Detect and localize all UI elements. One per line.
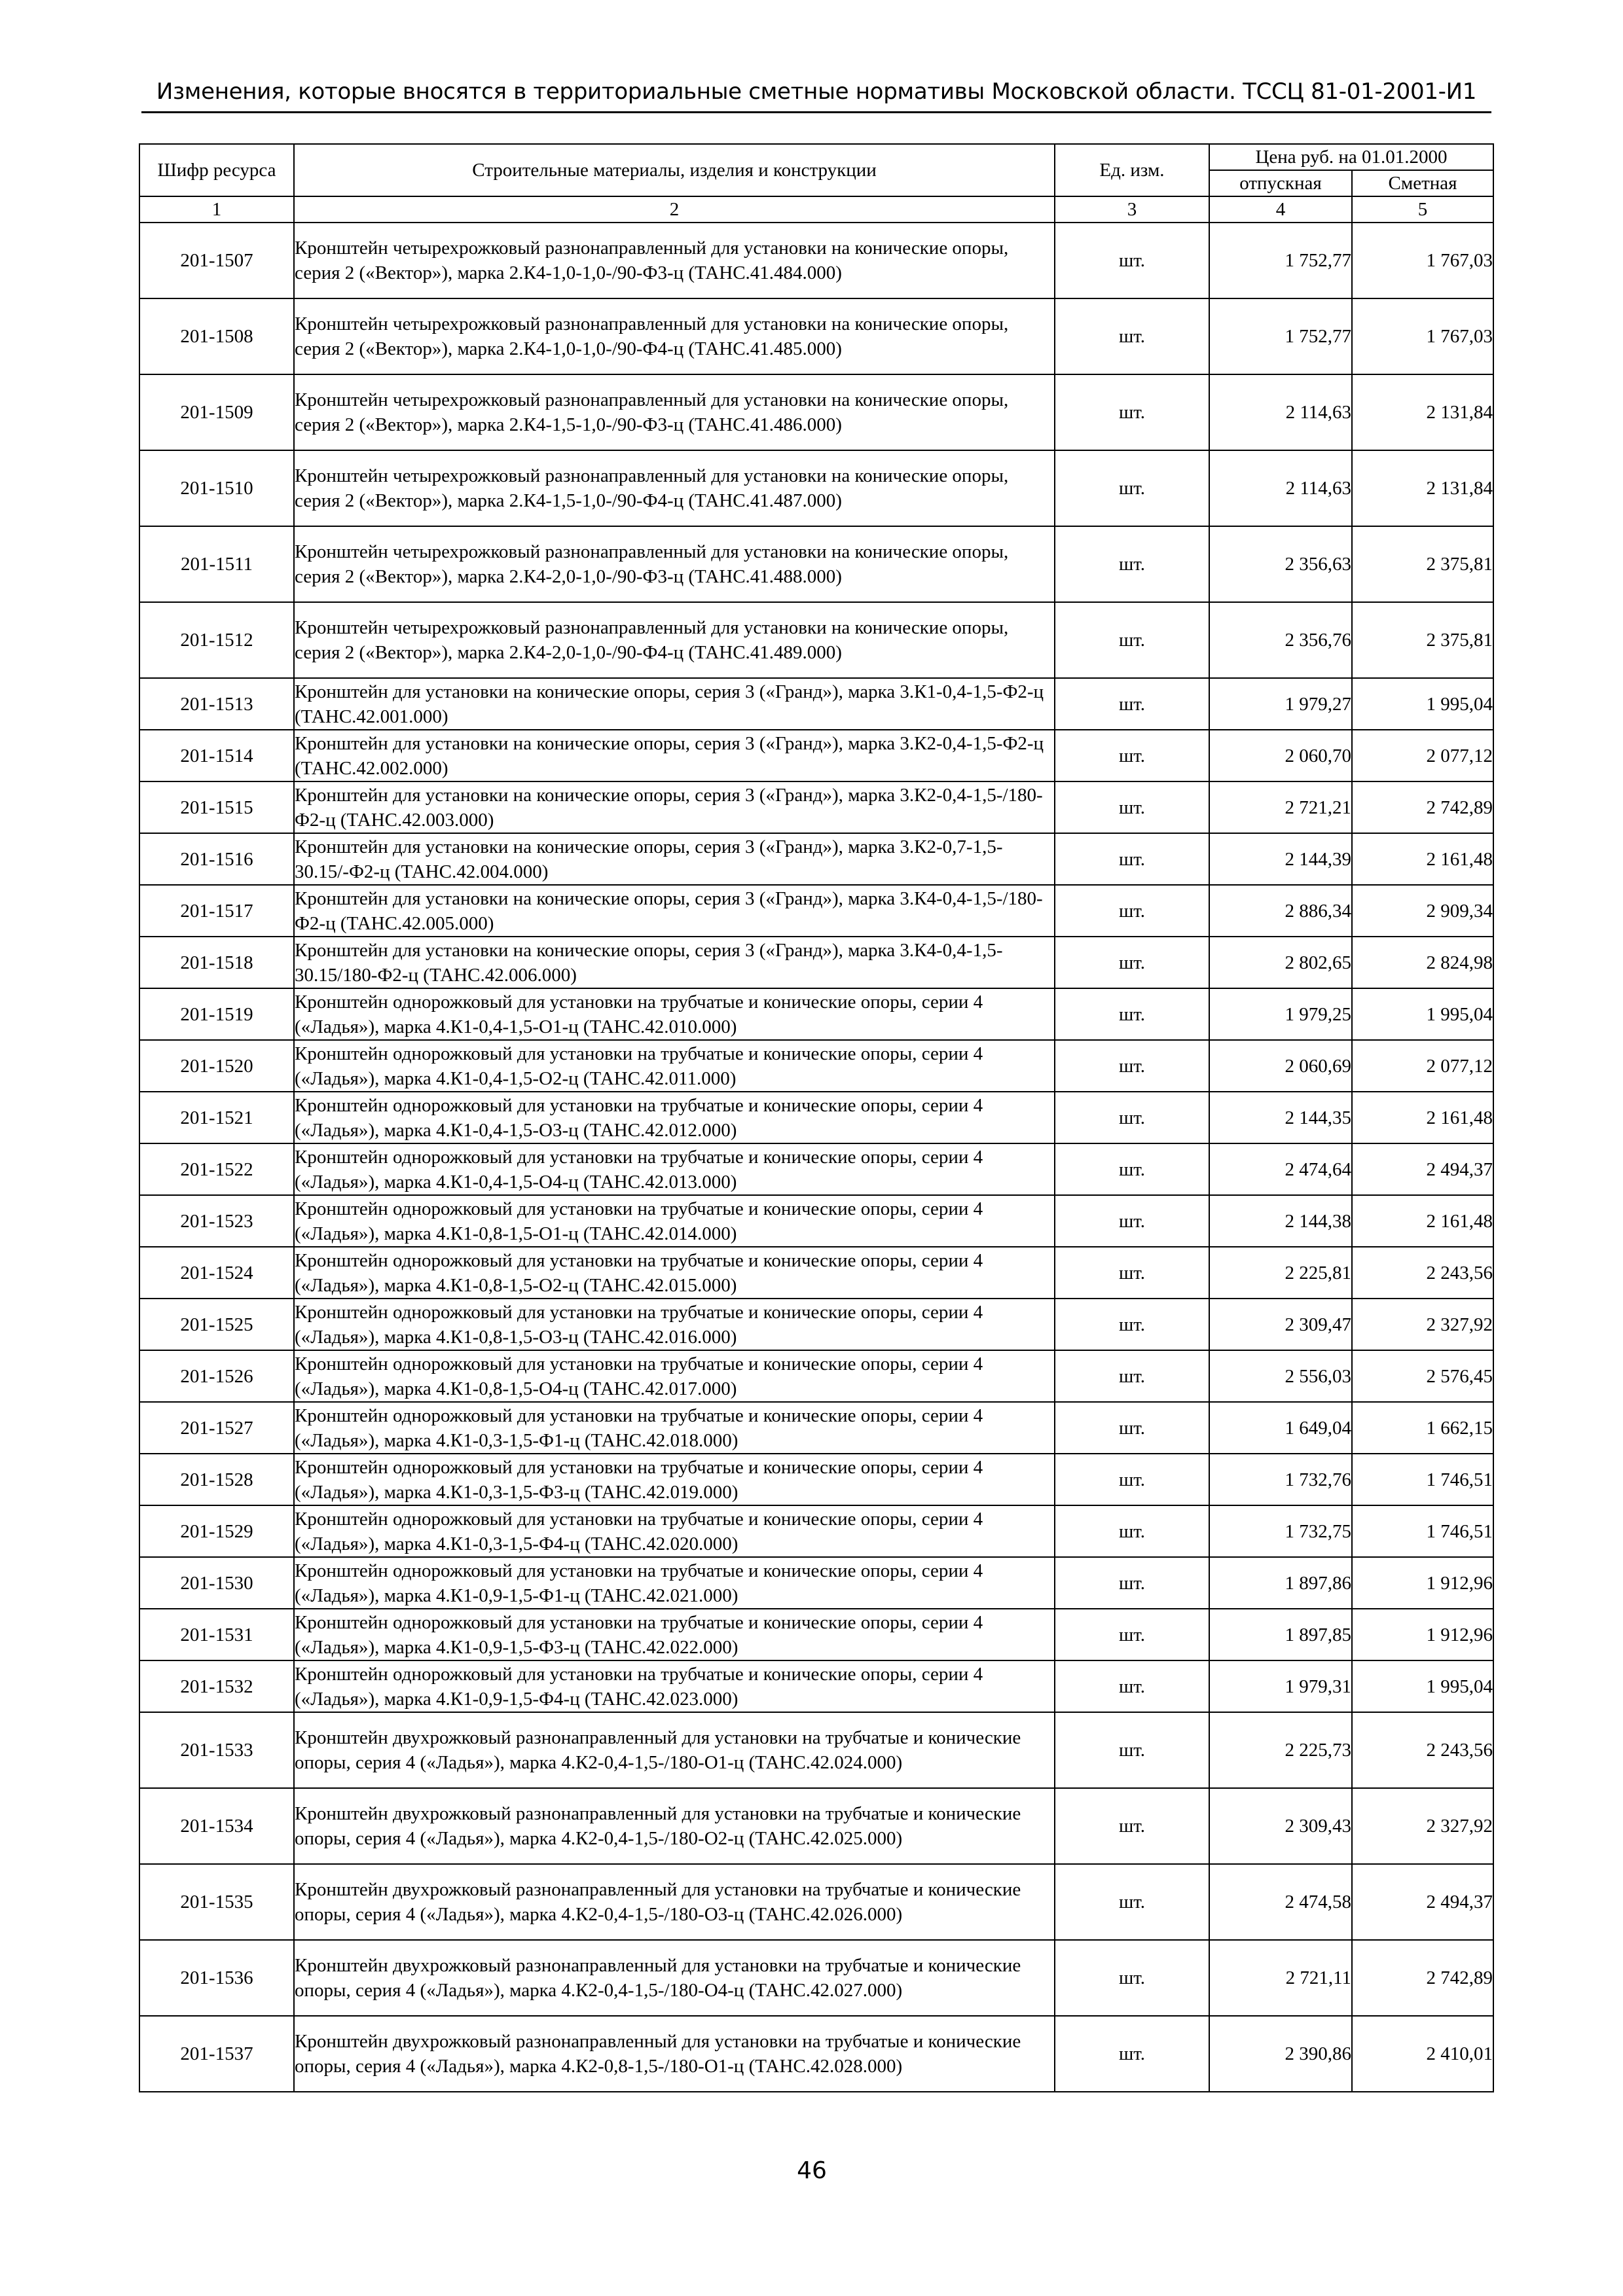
price-estimate: 1 912,96 bbox=[1352, 1557, 1493, 1609]
resource-name: Кронштейн однорожковый для установки на трубчатые и конические опоры, серии 4 («Ладья»), марка 4.К1-0,8-1,5-О3-ц (ТАНС.42.016.000) bbox=[294, 1299, 1055, 1350]
resource-name: Кронштейн однорожковый для установки на трубчатые и конические опоры, серии 4 («Ладья»), марка 4.К1-0,3-1,5-Ф1-ц (ТАНС.42.018.000) bbox=[294, 1402, 1055, 1454]
resource-code: 201-1515 bbox=[139, 781, 294, 833]
resource-unit: шт. bbox=[1055, 1299, 1209, 1350]
column-header-price-estimate: Сметная bbox=[1352, 170, 1493, 196]
resource-code: 201-1520 bbox=[139, 1040, 294, 1092]
resource-unit: шт. bbox=[1055, 526, 1209, 602]
price-release: 2 225,73 bbox=[1209, 1712, 1352, 1788]
table-row bbox=[139, 1350, 1493, 1402]
resource-name: Кронштейн для установки на конические опоры, серия 3 («Гранд»), марка 3.К4-0,4-1,5-/180-Ф2-ц (ТАНС.42.005.000) bbox=[294, 885, 1055, 937]
price-release: 2 721,21 bbox=[1209, 781, 1352, 833]
table-row bbox=[139, 374, 1493, 450]
resource-name: Кронштейн для установки на конические опоры, серия 3 («Гранд»), марка 3.К1-0,4-1,5-Ф2-ц (ТАНС.42.001.000) bbox=[294, 678, 1055, 730]
resource-unit: шт. bbox=[1055, 1402, 1209, 1454]
price-estimate: 1 995,04 bbox=[1352, 1660, 1493, 1712]
resource-name: Кронштейн для установки на конические опоры, серия 3 («Гранд»), марка 3.К4-0,4-1,5-30.15/180-Ф2-ц (ТАНС.42.006.000) bbox=[294, 937, 1055, 988]
resource-code: 201-1509 bbox=[139, 374, 294, 450]
resource-code: 201-1508 bbox=[139, 298, 294, 374]
column-number: 4 bbox=[1209, 196, 1352, 223]
resource-unit: шт. bbox=[1055, 1660, 1209, 1712]
column-header-unit: Ед. изм. bbox=[1055, 144, 1209, 196]
column-header-price: Цена руб. на 01.01.2000 bbox=[1209, 144, 1493, 170]
price-release: 1 649,04 bbox=[1209, 1402, 1352, 1454]
price-release: 2 802,65 bbox=[1209, 937, 1352, 988]
price-estimate: 2 909,34 bbox=[1352, 885, 1493, 937]
table-row bbox=[139, 1788, 1493, 1864]
price-estimate: 1 995,04 bbox=[1352, 988, 1493, 1040]
price-release: 2 309,47 bbox=[1209, 1299, 1352, 1350]
price-estimate: 2 161,48 bbox=[1352, 833, 1493, 885]
price-estimate: 2 077,12 bbox=[1352, 1040, 1493, 1092]
table-row bbox=[139, 1299, 1493, 1350]
price-release: 2 144,38 bbox=[1209, 1195, 1352, 1247]
price-release: 1 897,86 bbox=[1209, 1557, 1352, 1609]
resource-unit: шт. bbox=[1055, 602, 1209, 678]
table-row bbox=[139, 781, 1493, 833]
table-row bbox=[139, 1195, 1493, 1247]
table-row bbox=[139, 1092, 1493, 1143]
table-row bbox=[139, 1940, 1493, 2016]
price-release: 2 886,34 bbox=[1209, 885, 1352, 937]
resource-code: 201-1516 bbox=[139, 833, 294, 885]
resource-unit: шт. bbox=[1055, 1195, 1209, 1247]
resource-unit: шт. bbox=[1055, 1712, 1209, 1788]
resource-unit: шт. bbox=[1055, 1940, 1209, 2016]
price-estimate: 2 742,89 bbox=[1352, 781, 1493, 833]
price-estimate: 1 767,03 bbox=[1352, 223, 1493, 298]
resource-unit: шт. bbox=[1055, 1864, 1209, 1940]
price-release: 1 897,85 bbox=[1209, 1609, 1352, 1660]
resource-name: Кронштейн однорожковый для установки на трубчатые и конические опоры, серии 4 («Ладья»), марка 4.К1-0,8-1,5-О1-ц (ТАНС.42.014.000) bbox=[294, 1195, 1055, 1247]
price-release: 2 114,63 bbox=[1209, 450, 1352, 526]
column-number: 3 bbox=[1055, 196, 1209, 223]
resource-name: Кронштейн четырехрожковый разнонаправленный для установки на конические опоры, серия 2 («Вектор»), марка 2.К4-1,0-1,0-/90-Ф4-ц (ТАНС.41.485.000) bbox=[294, 298, 1055, 374]
column-header-code: Шифр ресурса bbox=[139, 144, 294, 196]
resource-code: 201-1513 bbox=[139, 678, 294, 730]
price-estimate: 1 767,03 bbox=[1352, 298, 1493, 374]
table-row bbox=[139, 937, 1493, 988]
price-release: 2 060,70 bbox=[1209, 730, 1352, 781]
resource-unit: шт. bbox=[1055, 1609, 1209, 1660]
resource-code: 201-1533 bbox=[139, 1712, 294, 1788]
resource-code: 201-1519 bbox=[139, 988, 294, 1040]
table-row bbox=[139, 833, 1493, 885]
table-row bbox=[139, 298, 1493, 374]
resource-code: 201-1523 bbox=[139, 1195, 294, 1247]
table-row bbox=[139, 678, 1493, 730]
resource-unit: шт. bbox=[1055, 988, 1209, 1040]
table-row bbox=[139, 1247, 1493, 1299]
table-row bbox=[139, 1143, 1493, 1195]
price-release: 1 732,75 bbox=[1209, 1505, 1352, 1557]
price-estimate: 1 746,51 bbox=[1352, 1505, 1493, 1557]
price-estimate: 2 494,37 bbox=[1352, 1864, 1493, 1940]
price-estimate: 2 375,81 bbox=[1352, 602, 1493, 678]
price-release: 2 309,43 bbox=[1209, 1788, 1352, 1864]
resource-code: 201-1518 bbox=[139, 937, 294, 988]
price-release: 2 144,39 bbox=[1209, 833, 1352, 885]
price-estimate: 2 327,92 bbox=[1352, 1788, 1493, 1864]
table-row bbox=[139, 1454, 1493, 1505]
resource-name: Кронштейн четырехрожковый разнонаправленный для установки на конические опоры, серия 2 («Вектор»), марка 2.К4-1,5-1,0-/90-Ф3-ц (ТАНС.41.486.000) bbox=[294, 374, 1055, 450]
table-row bbox=[139, 1712, 1493, 1788]
price-release: 2 390,86 bbox=[1209, 2016, 1352, 2092]
price-estimate: 2 243,56 bbox=[1352, 1712, 1493, 1788]
resource-code: 201-1527 bbox=[139, 1402, 294, 1454]
price-estimate: 2 824,98 bbox=[1352, 937, 1493, 988]
resource-unit: шт. bbox=[1055, 1557, 1209, 1609]
resource-name: Кронштейн четырехрожковый разнонаправленный для установки на конические опоры, серия 2 («Вектор»), марка 2.К4-1,0-1,0-/90-Ф3-ц (ТАНС.41.484.000) bbox=[294, 223, 1055, 298]
header-divider bbox=[141, 111, 1491, 113]
resource-name: Кронштейн однорожковый для установки на трубчатые и конические опоры, серии 4 («Ладья»), марка 4.К1-0,4-1,5-О1-ц (ТАНС.42.010.000) bbox=[294, 988, 1055, 1040]
resource-code: 201-1537 bbox=[139, 2016, 294, 2092]
resource-unit: шт. bbox=[1055, 450, 1209, 526]
resource-code: 201-1517 bbox=[139, 885, 294, 937]
price-estimate: 2 742,89 bbox=[1352, 1940, 1493, 2016]
price-estimate: 2 375,81 bbox=[1352, 526, 1493, 602]
table-row bbox=[139, 1040, 1493, 1092]
resource-code: 201-1514 bbox=[139, 730, 294, 781]
column-header-price-release: отпускная bbox=[1209, 170, 1352, 196]
resource-unit: шт. bbox=[1055, 1143, 1209, 1195]
price-estimate: 2 131,84 bbox=[1352, 450, 1493, 526]
price-estimate: 1 746,51 bbox=[1352, 1454, 1493, 1505]
resource-name: Кронштейн для установки на конические опоры, серия 3 («Гранд»), марка 3.К2-0,4-1,5-/180-Ф2-ц (ТАНС.42.003.000) bbox=[294, 781, 1055, 833]
resource-name: Кронштейн однорожковый для установки на трубчатые и конические опоры, серии 4 («Ладья»), марка 4.К1-0,8-1,5-О4-ц (ТАНС.42.017.000) bbox=[294, 1350, 1055, 1402]
resource-unit: шт. bbox=[1055, 1454, 1209, 1505]
price-estimate: 1 662,15 bbox=[1352, 1402, 1493, 1454]
table-row bbox=[139, 1557, 1493, 1609]
resource-name: Кронштейн четырехрожковый разнонаправленный для установки на конические опоры, серия 2 («Вектор»), марка 2.К4-2,0-1,0-/90-Ф3-ц (ТАНС.41.488.000) bbox=[294, 526, 1055, 602]
price-release: 1 979,31 bbox=[1209, 1660, 1352, 1712]
resource-name: Кронштейн двухрожковый разнонаправленный для установки на трубчатые и конические опоры, серия 4 («Ладья»), марка 4.К2-0,4-1,5-/180-О1-ц (ТАНС.42.024.000) bbox=[294, 1712, 1055, 1788]
resource-code: 201-1536 bbox=[139, 1940, 294, 2016]
resource-unit: шт. bbox=[1055, 730, 1209, 781]
resource-name: Кронштейн однорожковый для установки на трубчатые и конические опоры, серии 4 («Ладья»), марка 4.К1-0,9-1,5-Ф1-ц (ТАНС.42.021.000) bbox=[294, 1557, 1055, 1609]
page-header-title: Изменения, которые вносятся в территориальные сметные нормативы Московской области. ТССЦ 81-01-2001-И1 bbox=[156, 79, 1477, 105]
resource-code: 201-1524 bbox=[139, 1247, 294, 1299]
price-estimate: 2 410,01 bbox=[1352, 2016, 1493, 2092]
resource-code: 201-1532 bbox=[139, 1660, 294, 1712]
price-estimate: 2 161,48 bbox=[1352, 1195, 1493, 1247]
table-row bbox=[139, 1660, 1493, 1712]
resource-code: 201-1522 bbox=[139, 1143, 294, 1195]
price-estimate: 2 576,45 bbox=[1352, 1350, 1493, 1402]
resource-name: Кронштейн однорожковый для установки на трубчатые и конические опоры, серии 4 («Ладья»), марка 4.К1-0,4-1,5-О2-ц (ТАНС.42.011.000) bbox=[294, 1040, 1055, 1092]
price-release: 2 721,11 bbox=[1209, 1940, 1352, 2016]
resource-unit: шт. bbox=[1055, 937, 1209, 988]
table-row bbox=[139, 1864, 1493, 1940]
resource-unit: шт. bbox=[1055, 678, 1209, 730]
table-row bbox=[139, 1402, 1493, 1454]
resource-code: 201-1521 bbox=[139, 1092, 294, 1143]
resource-name: Кронштейн четырехрожковый разнонаправленный для установки на конические опоры, серия 2 («Вектор»), марка 2.К4-2,0-1,0-/90-Ф4-ц (ТАНС.41.489.000) bbox=[294, 602, 1055, 678]
resource-name: Кронштейн четырехрожковый разнонаправленный для установки на конические опоры, серия 2 («Вектор»), марка 2.К4-1,5-1,0-/90-Ф4-ц (ТАНС.41.487.000) bbox=[294, 450, 1055, 526]
resource-code: 201-1535 bbox=[139, 1864, 294, 1940]
table-row bbox=[139, 602, 1493, 678]
resource-name: Кронштейн двухрожковый разнонаправленный для установки на трубчатые и конические опоры, серия 4 («Ладья»), марка 4.К2-0,8-1,5-/180-О1-ц (ТАНС.42.028.000) bbox=[294, 2016, 1055, 2092]
price-estimate: 2 494,37 bbox=[1352, 1143, 1493, 1195]
price-release: 1 979,25 bbox=[1209, 988, 1352, 1040]
resource-name: Кронштейн однорожковый для установки на трубчатые и конические опоры, серии 4 («Ладья»), марка 4.К1-0,8-1,5-О2-ц (ТАНС.42.015.000) bbox=[294, 1247, 1055, 1299]
price-estimate: 2 161,48 bbox=[1352, 1092, 1493, 1143]
resource-name: Кронштейн двухрожковый разнонаправленный для установки на трубчатые и конические опоры, серия 4 («Ладья»), марка 4.К2-0,4-1,5-/180-О2-ц (ТАНС.42.025.000) bbox=[294, 1788, 1055, 1864]
resource-code: 201-1510 bbox=[139, 450, 294, 526]
resource-unit: шт. bbox=[1055, 374, 1209, 450]
table-row bbox=[139, 730, 1493, 781]
resource-unit: шт. bbox=[1055, 1788, 1209, 1864]
table-row bbox=[139, 988, 1493, 1040]
resource-price-table bbox=[139, 143, 1494, 2092]
resource-unit: шт. bbox=[1055, 1247, 1209, 1299]
table-row bbox=[139, 2016, 1493, 2092]
table-row bbox=[139, 1505, 1493, 1557]
table-row bbox=[139, 223, 1493, 298]
resource-unit: шт. bbox=[1055, 1040, 1209, 1092]
table-row bbox=[139, 885, 1493, 937]
price-release: 2 225,81 bbox=[1209, 1247, 1352, 1299]
column-header-name: Строительные материалы, изделия и конструкции bbox=[294, 144, 1055, 196]
resource-name: Кронштейн двухрожковый разнонаправленный для установки на трубчатые и конические опоры, серия 4 («Ладья»), марка 4.К2-0,4-1,5-/180-О3-ц (ТАНС.42.026.000) bbox=[294, 1864, 1055, 1940]
price-estimate: 2 131,84 bbox=[1352, 374, 1493, 450]
price-release: 2 556,03 bbox=[1209, 1350, 1352, 1402]
price-release: 1 979,27 bbox=[1209, 678, 1352, 730]
resource-code: 201-1525 bbox=[139, 1299, 294, 1350]
resource-code: 201-1534 bbox=[139, 1788, 294, 1864]
resource-unit: шт. bbox=[1055, 781, 1209, 833]
resource-code: 201-1529 bbox=[139, 1505, 294, 1557]
resource-name: Кронштейн для установки на конические опоры, серия 3 («Гранд»), марка 3.К2-0,4-1,5-Ф2-ц (ТАНС.42.002.000) bbox=[294, 730, 1055, 781]
resource-unit: шт. bbox=[1055, 223, 1209, 298]
price-release: 1 752,77 bbox=[1209, 223, 1352, 298]
resource-unit: шт. bbox=[1055, 1350, 1209, 1402]
resource-unit: шт. bbox=[1055, 833, 1209, 885]
price-release: 2 474,64 bbox=[1209, 1143, 1352, 1195]
resource-name: Кронштейн двухрожковый разнонаправленный для установки на трубчатые и конические опоры, серия 4 («Ладья»), марка 4.К2-0,4-1,5-/180-О4-ц (ТАНС.42.027.000) bbox=[294, 1940, 1055, 2016]
price-release: 2 114,63 bbox=[1209, 374, 1352, 450]
table-row bbox=[139, 1609, 1493, 1660]
column-number: 2 bbox=[294, 196, 1055, 223]
price-release: 2 144,35 bbox=[1209, 1092, 1352, 1143]
table-row bbox=[139, 526, 1493, 602]
price-release: 2 356,76 bbox=[1209, 602, 1352, 678]
resource-name: Кронштейн для установки на конические опоры, серия 3 («Гранд»), марка 3.К2-0,7-1,5-30.15/-Ф2-ц (ТАНС.42.004.000) bbox=[294, 833, 1055, 885]
resource-unit: шт. bbox=[1055, 1505, 1209, 1557]
resource-name: Кронштейн однорожковый для установки на трубчатые и конические опоры, серии 4 («Ладья»), марка 4.К1-0,9-1,5-Ф4-ц (ТАНС.42.023.000) bbox=[294, 1660, 1055, 1712]
resource-name: Кронштейн однорожковый для установки на трубчатые и конические опоры, серии 4 («Ладья»), марка 4.К1-0,9-1,5-Ф3-ц (ТАНС.42.022.000) bbox=[294, 1609, 1055, 1660]
page-number: 46 bbox=[797, 2157, 827, 2184]
column-number: 5 bbox=[1352, 196, 1493, 223]
price-estimate: 2 243,56 bbox=[1352, 1247, 1493, 1299]
price-release: 1 752,77 bbox=[1209, 298, 1352, 374]
resource-unit: шт. bbox=[1055, 2016, 1209, 2092]
resource-code: 201-1528 bbox=[139, 1454, 294, 1505]
price-estimate: 1 995,04 bbox=[1352, 678, 1493, 730]
resource-name: Кронштейн однорожковый для установки на трубчатые и конические опоры, серии 4 («Ладья»), марка 4.К1-0,3-1,5-Ф4-ц (ТАНС.42.020.000) bbox=[294, 1505, 1055, 1557]
resource-name: Кронштейн однорожковый для установки на трубчатые и конические опоры, серии 4 («Ладья»), марка 4.К1-0,4-1,5-О4-ц (ТАНС.42.013.000) bbox=[294, 1143, 1055, 1195]
resource-code: 201-1530 bbox=[139, 1557, 294, 1609]
price-release: 2 060,69 bbox=[1209, 1040, 1352, 1092]
price-release: 1 732,76 bbox=[1209, 1454, 1352, 1505]
resource-code: 201-1526 bbox=[139, 1350, 294, 1402]
price-release: 2 356,63 bbox=[1209, 526, 1352, 602]
table-row bbox=[139, 450, 1493, 526]
resource-unit: шт. bbox=[1055, 1092, 1209, 1143]
price-estimate: 2 077,12 bbox=[1352, 730, 1493, 781]
resource-unit: шт. bbox=[1055, 885, 1209, 937]
resource-code: 201-1531 bbox=[139, 1609, 294, 1660]
resource-unit: шт. bbox=[1055, 298, 1209, 374]
resource-code: 201-1511 bbox=[139, 526, 294, 602]
resource-name: Кронштейн однорожковый для установки на трубчатые и конические опоры, серии 4 («Ладья»), марка 4.К1-0,3-1,5-Ф3-ц (ТАНС.42.019.000) bbox=[294, 1454, 1055, 1505]
price-release: 2 474,58 bbox=[1209, 1864, 1352, 1940]
resource-name: Кронштейн однорожковый для установки на трубчатые и конические опоры, серии 4 («Ладья»), марка 4.К1-0,4-1,5-О3-ц (ТАНС.42.012.000) bbox=[294, 1092, 1055, 1143]
price-estimate: 1 912,96 bbox=[1352, 1609, 1493, 1660]
column-number: 1 bbox=[139, 196, 294, 223]
resource-code: 201-1507 bbox=[139, 223, 294, 298]
resource-code: 201-1512 bbox=[139, 602, 294, 678]
price-estimate: 2 327,92 bbox=[1352, 1299, 1493, 1350]
